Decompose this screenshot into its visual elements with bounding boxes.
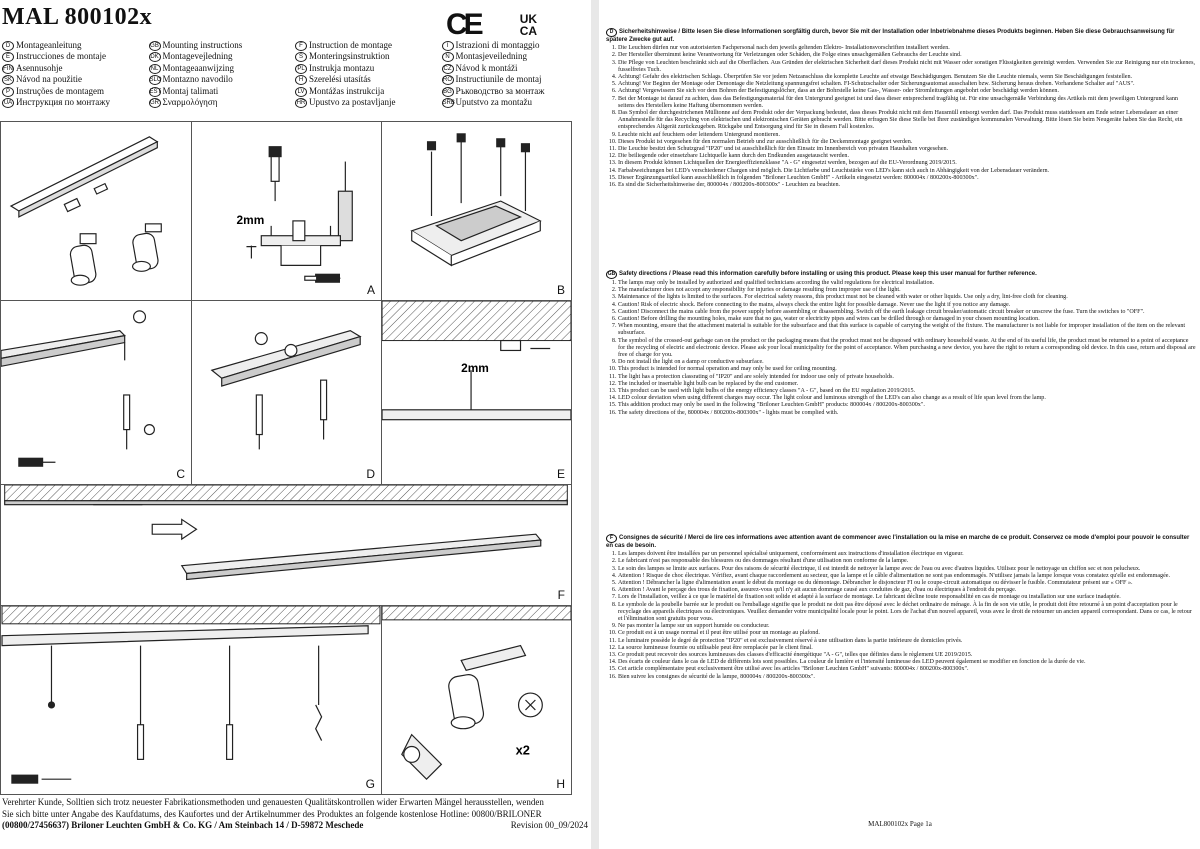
panel-f xyxy=(0,484,572,606)
ukca-bottom: CA xyxy=(519,24,538,38)
language-label: Montagevejledning xyxy=(162,51,233,62)
language-label: Montageanleitung xyxy=(16,40,82,50)
drill-size-label-a: 2mm xyxy=(236,212,265,227)
language-code-badge: UA xyxy=(3,99,13,106)
language-item xyxy=(2,97,149,108)
language-label: Instructiunile de montaj xyxy=(455,74,542,85)
language-item xyxy=(442,40,589,51)
safety-item: 2. Le fabricant n'est pas responsable des blessures ou des dommages résultant d'une utilisation non conforme de la lampe. xyxy=(618,558,1196,565)
safety-item: 7. Bei der Montage ist darauf zu achten, dass das Befestigungsmaterial für den Untergrund geeignet ist und dass dieser entsprechend tragfähig ist. Für eine unsachgemäße Verbindung des Artikels mit dem jeweiligen Untergrund kann seitens des Herstellers keine Haftung übernommen werden. xyxy=(618,96,1196,110)
language-code-badge: RO xyxy=(443,77,452,84)
language-code-badge: GB xyxy=(150,42,159,49)
panel-c xyxy=(0,300,192,485)
revision: Revision 00_09/2024 xyxy=(510,820,588,830)
safety-item: 3. Le soin des lampes se limite aux surfaces. Pour des raisons de sécurité électrique, il est interdit de nettoyer la lampe avec de l'eau ou avec d'autres liquides. Utilisez pour le nettoyage un chiffon sec et non pelucheux. xyxy=(618,566,1196,573)
safety-list xyxy=(606,45,1196,189)
language-code-badge: BG xyxy=(443,88,452,95)
language-flag-badge: F xyxy=(606,534,617,543)
safety-item: 8. Le symbole de la poubelle barrée sur le produit ou l'emballage signifie que le produit ne doit pas être déposé avec le déchet ordinaire de ménage. À la fin de son vie utile, le produit doit être retourné à un point d'acceptation pour le recyclage des appareils électriques ou électroniques. Veuillez demander votre municipalité locale pour le point. Lors de l'achat d'un nouvel appareil, vous avez le droit de retourner un ancien appareil correspondant. Dans ce cas, le retour et l'élimination sont gratuits pour vous. xyxy=(618,602,1196,624)
panel-letter: B xyxy=(556,283,565,297)
panel-parts xyxy=(0,121,192,301)
language-code-badge: LV xyxy=(295,87,307,97)
language-item xyxy=(149,63,296,74)
language-item xyxy=(295,74,442,85)
language-code-badge: CZ xyxy=(443,65,452,72)
safety-item: 7. Lors de l'installation, veillez à ce que le matériel de fixation soit solide et adapté à la surface de montage. Le fabricant décline toute responsabilité en cas de montage ou installation sur une surface inadaptée. xyxy=(618,594,1196,601)
safety-item: 3. Die Pflege von Leuchten beschränkt sich auf die Oberflächen. Aus Gründen der elektrischen Sicherheit darf dieses Produkt nicht mit Wasser oder sonstigen Flüssigkeiten gereinigt werden. Verwenden Sie zur Reinigung nur ein trockenes, fusselfreies Tuch. xyxy=(618,60,1196,74)
language-code-badge: HR xyxy=(296,99,306,106)
language-code-badge: GR xyxy=(150,99,159,106)
safety-item: 13. In diesem Produkt können Lichtquellen der Energieeffizienzklasse "A - G" eingesetzt werden, bezogen auf die EU-Verordnung 2019/2015. xyxy=(618,160,1196,167)
panel-b xyxy=(381,121,572,301)
panel-e xyxy=(381,300,572,485)
panel-a-illustration xyxy=(192,122,381,300)
language-label: Ръководство за монтаж xyxy=(455,85,545,96)
language-code-badge: PL xyxy=(295,64,307,74)
language-code-badge: SRB xyxy=(442,99,455,106)
footer-line-2: Sie sich bitte unter Angabe des Kaufdatums, des Kaufortes und der Artikelnummer des Produktes an folgende kostenlose Hotline: 00800/BRILONER xyxy=(2,808,542,819)
section-heading xyxy=(606,28,1196,44)
safety-item: 13. Ce produit peut recevoir des sources lumineuses des classes d'efficacité énergétique "A - G", telles que définies dans le règlement UE 2019/2015. xyxy=(618,652,1196,659)
safety-item: 10. Dieses Produkt ist vorgesehen für den normalen Betrieb und zur ausschließlich für die Deckenmontage geeignet werden. xyxy=(618,139,1196,146)
safety-item: 14. Des écarts de couleur dans le cas de LED de différents lots sont possibles. La couleur de lumière et l'intensité lumineuse des LED peuvent également se modifier en fonction de la durée de vie. xyxy=(618,659,1196,666)
panel-g xyxy=(0,605,382,795)
safety-item: 1. The lamps may only be installed by authorized and qualified technicians according the valid regulations for electrical installation. xyxy=(618,280,1196,287)
language-label: Szerelési utasítás xyxy=(309,74,371,85)
language-flag-badge: GB xyxy=(607,271,616,277)
safety-item: 1. Les lampes doivent être installées par un personnel spécialisé uniquement, conformément aux instructions d'installation électrique en vigueur. xyxy=(618,551,1196,558)
safety-section xyxy=(606,534,1196,681)
panel-a xyxy=(191,121,382,301)
safety-item: 11. Le luminaire possède le degré de protection "IP20" et est exclusivement réservé à une utilisation dans la partie intérieure de domiciles privés. xyxy=(618,638,1196,645)
language-item xyxy=(2,86,149,97)
language-item xyxy=(295,63,442,74)
section-heading xyxy=(606,270,1196,279)
language-code-badge: SLO xyxy=(149,77,162,84)
language-code-badge: NL xyxy=(149,64,161,74)
language-label: Montazno navodilo xyxy=(162,74,233,85)
language-item xyxy=(295,97,442,108)
safety-item: 15. Dieser Ergänzungsartikel kann ausschließlich in folgenden "Briloner Leuchten GmbH" - Artikeln eingesetzt werden: 800004x / 800200x-800300x". xyxy=(618,175,1196,182)
safety-item: 12. La source lumineuse fournie ou utilisable peut être remplacée par le client final. xyxy=(618,645,1196,652)
safety-item: 9. Leuchte nicht auf feuchtem oder leitendem Untergrund montieren. xyxy=(618,132,1196,139)
panel-d xyxy=(191,300,382,485)
left-footer xyxy=(2,797,588,832)
language-label: Montážas instrukcija xyxy=(309,85,385,96)
language-item xyxy=(149,51,296,62)
safety-item: 9. Do not install the light on a damp or conductive subsurface. xyxy=(618,359,1196,366)
language-label: Montageaanwijzing xyxy=(162,62,234,73)
language-item xyxy=(149,40,296,51)
safety-item: 6. Caution! Before drilling the mounting holes, make sure that no gas, water or electricity pipes and wires can be drilled through or damaged in your chosen mounting location. xyxy=(618,316,1196,323)
safety-item: 7. When mounting, ensure that the attachment material is suitable for the subsurface and that this surface is capable of carrying the weight of the fixture. The manufacturer is not liable for improper installation of the item on the relevant subsurface. xyxy=(618,323,1196,337)
language-item xyxy=(2,51,149,62)
language-item xyxy=(442,63,589,74)
language-list xyxy=(2,40,588,108)
language-code-badge: FIN xyxy=(3,65,13,72)
panel-letter: C xyxy=(176,467,185,481)
safety-section xyxy=(606,270,1196,417)
safety-item: 14. Farbabweichungen bei LED's verschiedener Chargen sind möglich. Die Lichtfarbe und Leuchtstärke von LED's kann sich auch in Abhängigkeit von der Lebensdauer verändern. xyxy=(618,168,1196,175)
language-label: Asennusohje xyxy=(16,62,63,73)
language-item xyxy=(2,40,149,51)
language-item xyxy=(442,74,589,85)
language-code-badge: I xyxy=(442,41,454,51)
safety-item: 3. Maintenance of the lights is limited to the surfaces. For electrical safety reasons, this product must not be cleaned with water or other liquids. Use only a dry, lint-free cloth for cleaning. xyxy=(618,294,1196,301)
drill-size-label-e: 2mm xyxy=(461,361,489,376)
language-label: Uputstvo za montažu xyxy=(455,97,532,108)
language-item xyxy=(442,97,589,108)
language-label: Mounting instructions xyxy=(162,40,243,50)
safety-item: 12. The included or insertable light bulb can be replaced by the end customer. xyxy=(618,381,1196,388)
parts-illustration xyxy=(1,122,191,300)
safety-item: 8. The symbol of the crossed-out garbage can on the product or the packaging means that the product must not be disposed with ordinary household waste. At the end of its useful life, the product must be returned to a point of acceptance for the recycling of electric and electronic device. Please ask your local municipality for the point of acceptance. When purchasing a new device, you have the right to return a corresponding old device. In this case, return and disposal are free of charge for you. xyxy=(618,338,1196,360)
panel-letter: F xyxy=(557,588,565,602)
language-code-badge: D xyxy=(2,41,14,51)
language-code-badge: EST xyxy=(149,88,162,95)
safety-item: 2. Der Hersteller übernimmt keine Verantwortung für Verletzungen oder Schäden, die Folge eines unsachgemäßen Gebrauchs der Leuchte sind. xyxy=(618,52,1196,59)
language-code-badge: N xyxy=(442,52,454,62)
safety-item: 2. The manufacturer does not accept any responsibility for injuries or damage resulting from improper use of the light. xyxy=(618,287,1196,294)
language-label: Monteringsinstruktion xyxy=(309,51,390,62)
panel-h-illustration xyxy=(382,606,571,794)
language-label: Instruções de montagem xyxy=(16,85,104,96)
footer-line-3: (00800/27456637) Briloner Leuchten GmbH & Co. KG / Am Steinbach 14 / D-59872 Meschede xyxy=(2,820,364,830)
language-item xyxy=(295,40,442,51)
safety-list xyxy=(606,280,1196,417)
safety-item: 4. Attention ! Risque de choc électrique. Vérifiez, avant chaque raccordement au secteur, que la lampe et le câble d'alimentation ne sont pas endommagés. N'utilisez jamais la lampe lorsque vous constatez qu'elle est endommagée. xyxy=(618,573,1196,580)
language-label: Montaj talimati xyxy=(162,85,219,96)
language-flag-badge: D xyxy=(606,28,617,37)
footer-row xyxy=(2,820,588,832)
safety-item: 15. Cet article complémentaire peut exclusivement être utilisé avec les articles "Briloner Leuchten GmbH" suivants: 800004x / 800200x-800300x". xyxy=(618,666,1196,673)
safety-item: 10. Ce produit est à un usage normal et il peut être utilisé pour un montage au plafond. xyxy=(618,630,1196,637)
language-label: Instrukja montazu xyxy=(309,62,375,73)
language-code-badge: DK xyxy=(150,54,159,61)
language-item xyxy=(149,74,296,85)
safety-item: 5. Attention ! Débrancher la ligne d'alimentation avant le début du montage ou du démontage. Débrancher le disjoncteur FI ou le coupe-circuit automatique ou dévisser le fusible. Commutateur présent sur « OFF ». xyxy=(618,580,1196,587)
safety-item: 13. This product can be used with light bulbs of the energy efficiency classes "A - G", based on the EU regulation 2019/2015. xyxy=(618,388,1196,395)
quantity-label: x2 xyxy=(515,742,530,758)
language-label: Upustvo za postavljanje xyxy=(309,97,396,108)
section-heading-text: Safety directions / Please read this information carefully before installing or using this product. Please keep this user manual for further reference. xyxy=(619,271,1037,277)
language-label: Instruction de montage xyxy=(309,40,392,50)
language-label: Istrazioni di montaggio xyxy=(455,40,540,50)
section-heading xyxy=(606,534,1196,550)
language-label: Montasjeveiledning xyxy=(455,51,527,62)
safety-item: 11. Die Leuchte besitzt den Schutzgrad "IP20" und ist ausschließlich für den Einsatz im Innenbereich von privaten Haushalten vorgesehen. xyxy=(618,146,1196,153)
safety-item: 15. This addition product may only be used in the following "Briloner Leuchten GmbH" products: 800004x / 800200x-800300x". xyxy=(618,402,1196,409)
language-item xyxy=(149,97,296,108)
language-code-badge: S xyxy=(295,52,307,62)
safety-item: 8. Das Symbol der durchgestrichenen Mülltonne auf dem Produkt oder der Verpackung bedeutet, dass dieses Produkt nicht mit dem Hausmüll entsorgt werden darf. Das Produkt muss stattdessen am Ende seiner Lebensdauer an einer Annahmestelle für das Recycling von elektrischen und elektronischen Geräten gebracht werden. Bitte erfragen Sie diese Stelle bei Ihrer zuständigen kommunalen Verwaltung. Bitte lösen Sie beim Neugeräte haben Sie das Recht, ein entsprechendes Altgerät zurückzugeben. Rückgabe und Entsorgung sind für Sie in diesem Fall kostenlos. xyxy=(618,110,1196,132)
safety-item: 9. Ne pas monter la lampe sur un support humide ou conducteur. xyxy=(618,623,1196,630)
panel-b-illustration xyxy=(382,122,571,300)
page-gutter xyxy=(591,0,599,849)
section-heading-text: Sicherheitshinweise / Bitte lesen Sie diese Informationen sorgfältig durch, bevor Sie mit der Installation oder Inbetriebnahme dieses Produkts beginnen. Heben Sie diese Gebrauchsanweisung für spätere Zwecke gut auf. xyxy=(606,29,1175,43)
panel-e-illustration xyxy=(382,301,571,484)
ukca-top: UK xyxy=(519,12,538,26)
language-label: Instrucciones de montaje xyxy=(16,51,106,62)
product-title: MAL 800102x xyxy=(2,4,153,30)
safety-item: 11. The light has a protection classrating of "IP20" and are solely intended for indoor use only of private households. xyxy=(618,374,1196,381)
safety-item: 5. Achtung! Vor Beginn der Montage oder Demontage die Netzleitung spannungsfrei schalten. FI-Schutzschalter oder Sicherungsautomat ausschalten bzw. Sicherung heraus drehen. Vorhandene Schalter auf "AUS". xyxy=(618,81,1196,88)
panel-h xyxy=(381,605,572,795)
certification-marks xyxy=(446,8,537,42)
language-item xyxy=(295,51,442,62)
safety-list xyxy=(606,551,1196,681)
page-footer: MAL800102x Page 1a xyxy=(868,820,932,828)
panel-c-illustration xyxy=(1,301,191,484)
language-label: Σναρμολόγηση xyxy=(162,97,218,108)
language-label: Návod na použitie xyxy=(16,74,82,85)
language-item xyxy=(295,86,442,97)
safety-section xyxy=(606,28,1196,189)
language-item xyxy=(149,86,296,97)
panel-g-illustration xyxy=(1,606,381,794)
ce-mark: CE xyxy=(446,8,480,41)
safety-item: 6. Achtung! Vergewissern Sie sich vor dem Bohren der Befestigungslöcher, dass an der Bohrstelle keine Gas-, Wasser- oder Stromleitungen angebohrt oder beschädigt werden können. xyxy=(618,88,1196,95)
language-item xyxy=(442,51,589,62)
safety-item: 16. Es sind die Sicherheitshinweise der, 800004x / 800200x-800300x" - Leuchten zu beachten. xyxy=(618,182,1196,189)
safety-item: 5. Caution! Disconnect the mains cable from the power supply before assembling or disassembling. Switch off the earth leakage circuit breaker/automatic circuit breaker or unscrew the fuse. Turn the switches to "OFF". xyxy=(618,309,1196,316)
language-item xyxy=(2,74,149,85)
language-code-badge: F xyxy=(295,41,307,51)
language-code-badge: SK xyxy=(3,77,12,84)
safety-item: 16. Bien suivre les consignes de sécurité de la lampe, 800004x / 800200x-800300x". xyxy=(618,674,1196,681)
panel-letter: H xyxy=(556,777,565,791)
safety-item: 6. Attention ! Avant le perçage des trous de fixation, assurez-vous qu'il n'y ait aucun dommage causé aux conduites de gaz, d'eau ou électriques à l'endroit du perçage. xyxy=(618,587,1196,594)
safety-item: 16. The safety directions of the, 800004x / 800200x-800300x" - lights must be complied with. xyxy=(618,410,1196,417)
language-code-badge: H xyxy=(295,75,307,85)
safety-item: 12. Die beiliegende oder einsetzbare Lichtquelle kann durch den Endkunden ausgetauscht werden. xyxy=(618,153,1196,160)
footer-line-1: Verehrter Kunde, Solltien sich trotz neuester Fabrikationsmethoden und genauesten Qualitätskontrollen wider Erwarten Mängel herausstellen, wenden xyxy=(2,797,544,807)
safety-item: 1. Die Leuchten dürfen nur von autorisierten Fachpersonal nach den jeweils geltenden Elektro- Installationsvorschriften installiert werden. xyxy=(618,45,1196,52)
language-code-badge: P xyxy=(2,87,14,97)
panel-letter: D xyxy=(366,467,375,481)
safety-item: 10. This product is intended for normal operation and may only be used for ceiling mounting. xyxy=(618,366,1196,373)
language-code-badge: E xyxy=(2,52,14,62)
left-page xyxy=(0,0,590,849)
panel-f-illustration xyxy=(1,485,571,605)
panel-d-illustration xyxy=(192,301,381,484)
safety-item: 4. Achtung! Gefahr des elektrischen Schlags. Überprüfen Sie vor jedem Netzanschluss die komplette Leuchte auf etwaige Beschädigungen. Benutzen Sie die Leuchte niemals, wenn Sie Beschädigungen feststellen. xyxy=(618,74,1196,81)
language-label: Инструкция по монтажу xyxy=(16,97,110,108)
right-page xyxy=(600,0,1200,849)
section-heading-text: Consignes de sécurité / Merci de lire ces informations avec attention avant de commencer avec l'installation ou la mise en marche de ce produit. Conservez ce mode d'emploi pour pouvoir le consulter en cas de besoin. xyxy=(606,535,1190,549)
safety-item: 14. LED colour deviation when using different charges may occur. The light colour and luminous strength of the LED's can also change as a result of life span level from the lamp. xyxy=(618,395,1196,402)
safety-item: 4. Caution! Risk of electric shock. Before connecting to the mains, always check the entire light for possible damage. Never use the light if you notice any damage. xyxy=(618,302,1196,309)
language-label: Návod k montáži xyxy=(455,62,518,73)
language-item xyxy=(442,86,589,97)
ukca-mark xyxy=(520,13,537,37)
panel-letter: A xyxy=(366,283,375,297)
language-item xyxy=(2,63,149,74)
panel-letter: E xyxy=(556,467,565,481)
panel-letter: G xyxy=(365,777,375,791)
